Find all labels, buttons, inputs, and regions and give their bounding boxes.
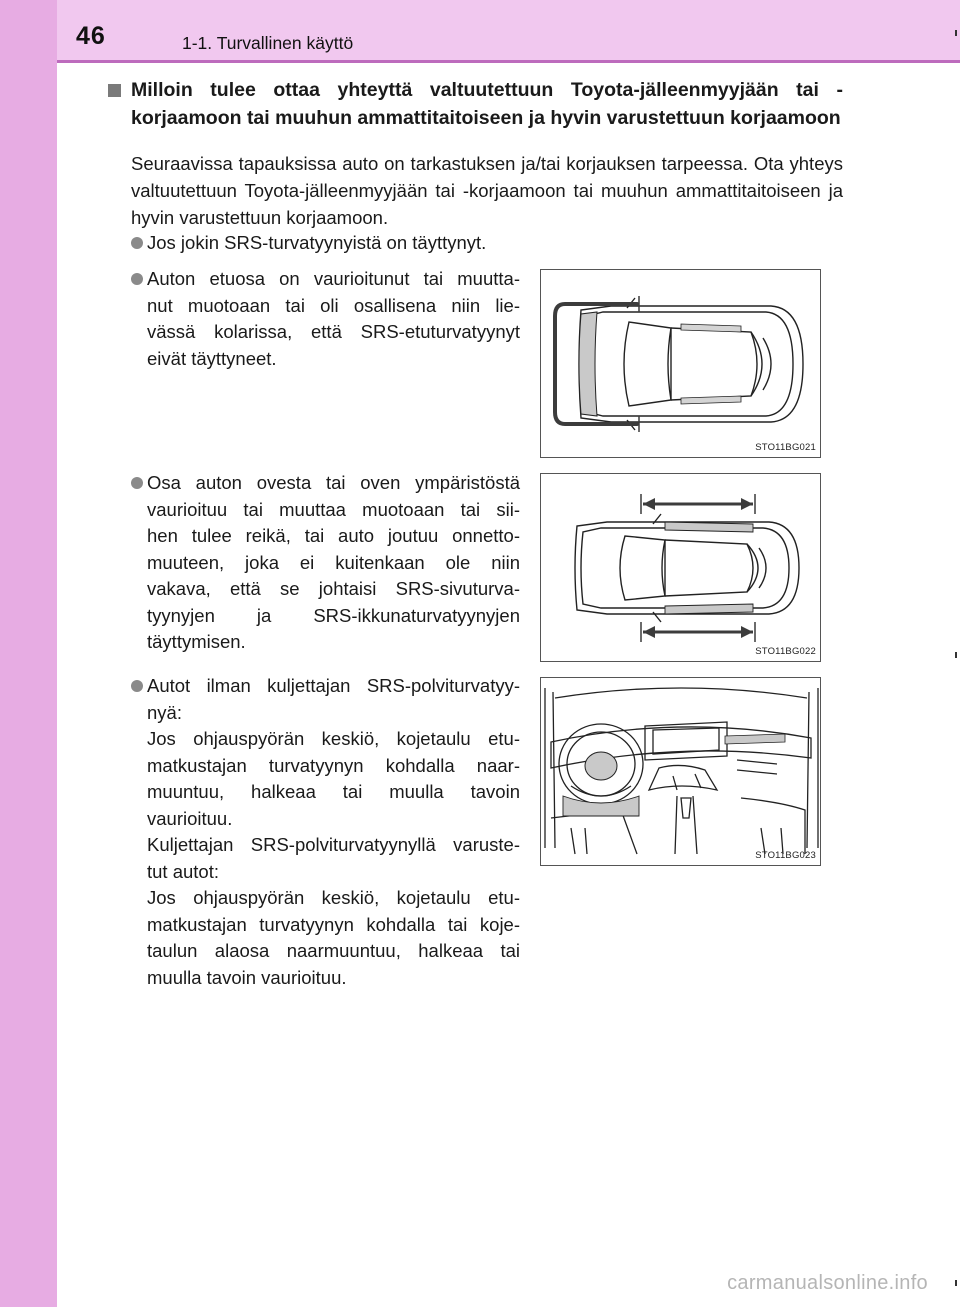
text-line: Kuljettajan SRS-polviturvatyynyllä varuste- (147, 834, 520, 855)
text-line: täyttymisen. (147, 631, 246, 652)
text-line: matkustajan turvatyynyn kohdalla naar- (147, 754, 520, 776)
car-top-view-side-impact-icon (541, 474, 821, 662)
square-bullet-icon (108, 84, 121, 97)
intro-paragraph: Seuraavissa tapauksissa auto on tarkastuksen ja/tai korjauksen tarpeessa. Ota yhteys valtuutettuun Toyota-jälleenmyyjään tai -korjaamoon tai muuhun ammattitaitoiseen ja hyvin varustettuun korjaamoon. (131, 153, 843, 228)
text-line: vässä kolarissa, että SRS-etuturvatyynyt (147, 321, 520, 342)
text-line: vaurioituu tai muuttaa muotoaan tai sii- (147, 498, 520, 520)
bullet-text (147, 266, 520, 372)
text-line: muuteen, joka ei kuitenkaan ole niin (147, 551, 520, 573)
crop-mark (955, 1280, 957, 1286)
bullet-dot-icon (131, 477, 143, 489)
bullet-text (147, 470, 520, 656)
bullet-item (131, 470, 520, 656)
figure-side-impact (540, 473, 821, 662)
bullet-item (131, 266, 520, 372)
bullet-text: Jos jokin SRS-turvatyynyistä on täyttynyt. (147, 232, 487, 253)
bullet-dot-icon (131, 237, 143, 249)
text-line: Autot ilman kuljettajan SRS-polviturvatyy- (147, 675, 520, 696)
crop-mark (955, 30, 957, 36)
figure-front-impact (540, 269, 821, 458)
text-line: tyynyjen ja SRS-ikkunaturvatyynyjen (147, 604, 520, 626)
crop-mark (955, 652, 957, 658)
text-line: tut autot: (147, 860, 219, 882)
bullet-dot-icon (131, 680, 143, 692)
text-line: hen tulee reikä, tai auto joutuu onnetto- (147, 525, 520, 546)
bullet-item (131, 673, 520, 991)
text-line: Jos ohjauspyörän keskiö, kojetaulu etu- (147, 728, 520, 749)
side-color-strip (0, 0, 57, 1307)
car-top-view-front-impact-icon (541, 270, 821, 458)
heading-text: Milloin tulee ottaa yhteyttä valtuutettuun Toyota-jälleenmyyjään tai -korjaamoon tai muuhun ammattitaitoiseen ja hyvin varustettuun korjaamoon (131, 79, 843, 129)
text-line: Osa auton ovesta tai oven ympäristöstä (147, 472, 520, 493)
section-title: 1-1. Turvallinen käyttö (182, 33, 354, 53)
page-number: 46 (76, 22, 106, 50)
text-line: matkustajan turvatyynyn kohdalla tai koje- (147, 913, 520, 935)
header-rule (57, 60, 960, 63)
figure-interior (540, 677, 821, 866)
section-heading (108, 76, 843, 132)
text-line: vakava, että se johtaisi SRS-sivuturva- (147, 578, 520, 599)
figure-code: STO11BG021 (755, 442, 816, 453)
figure-code: STO11BG022 (755, 646, 816, 657)
text-line: muulla tavoin vaurioituu. (147, 966, 347, 988)
text-line: taulun alaosa naarmuuntuu, halkeaa tai (147, 940, 520, 961)
text-line: Auton etuosa on vaurioitunut tai muutta- (147, 268, 520, 289)
text-line: muuntuu, halkeaa tai muulla tavoin (147, 781, 520, 802)
bullet-item (131, 230, 691, 257)
text-line: nyä: (147, 701, 182, 723)
text-line: vaurioituu. (147, 807, 233, 829)
figure-code: STO11BG023 (755, 850, 816, 861)
text-line: nut muotoaan tai oli osallisena niin lie- (147, 294, 520, 316)
bullet-text (147, 673, 520, 991)
watermark: carmanualsonline.info (727, 1272, 928, 1294)
text-line: Jos ohjauspyörän keskiö, kojetaulu etu- (147, 887, 520, 908)
car-interior-dashboard-icon (541, 678, 821, 866)
bullet-dot-icon (131, 273, 143, 285)
text-line: eivät täyttyneet. (147, 347, 277, 369)
